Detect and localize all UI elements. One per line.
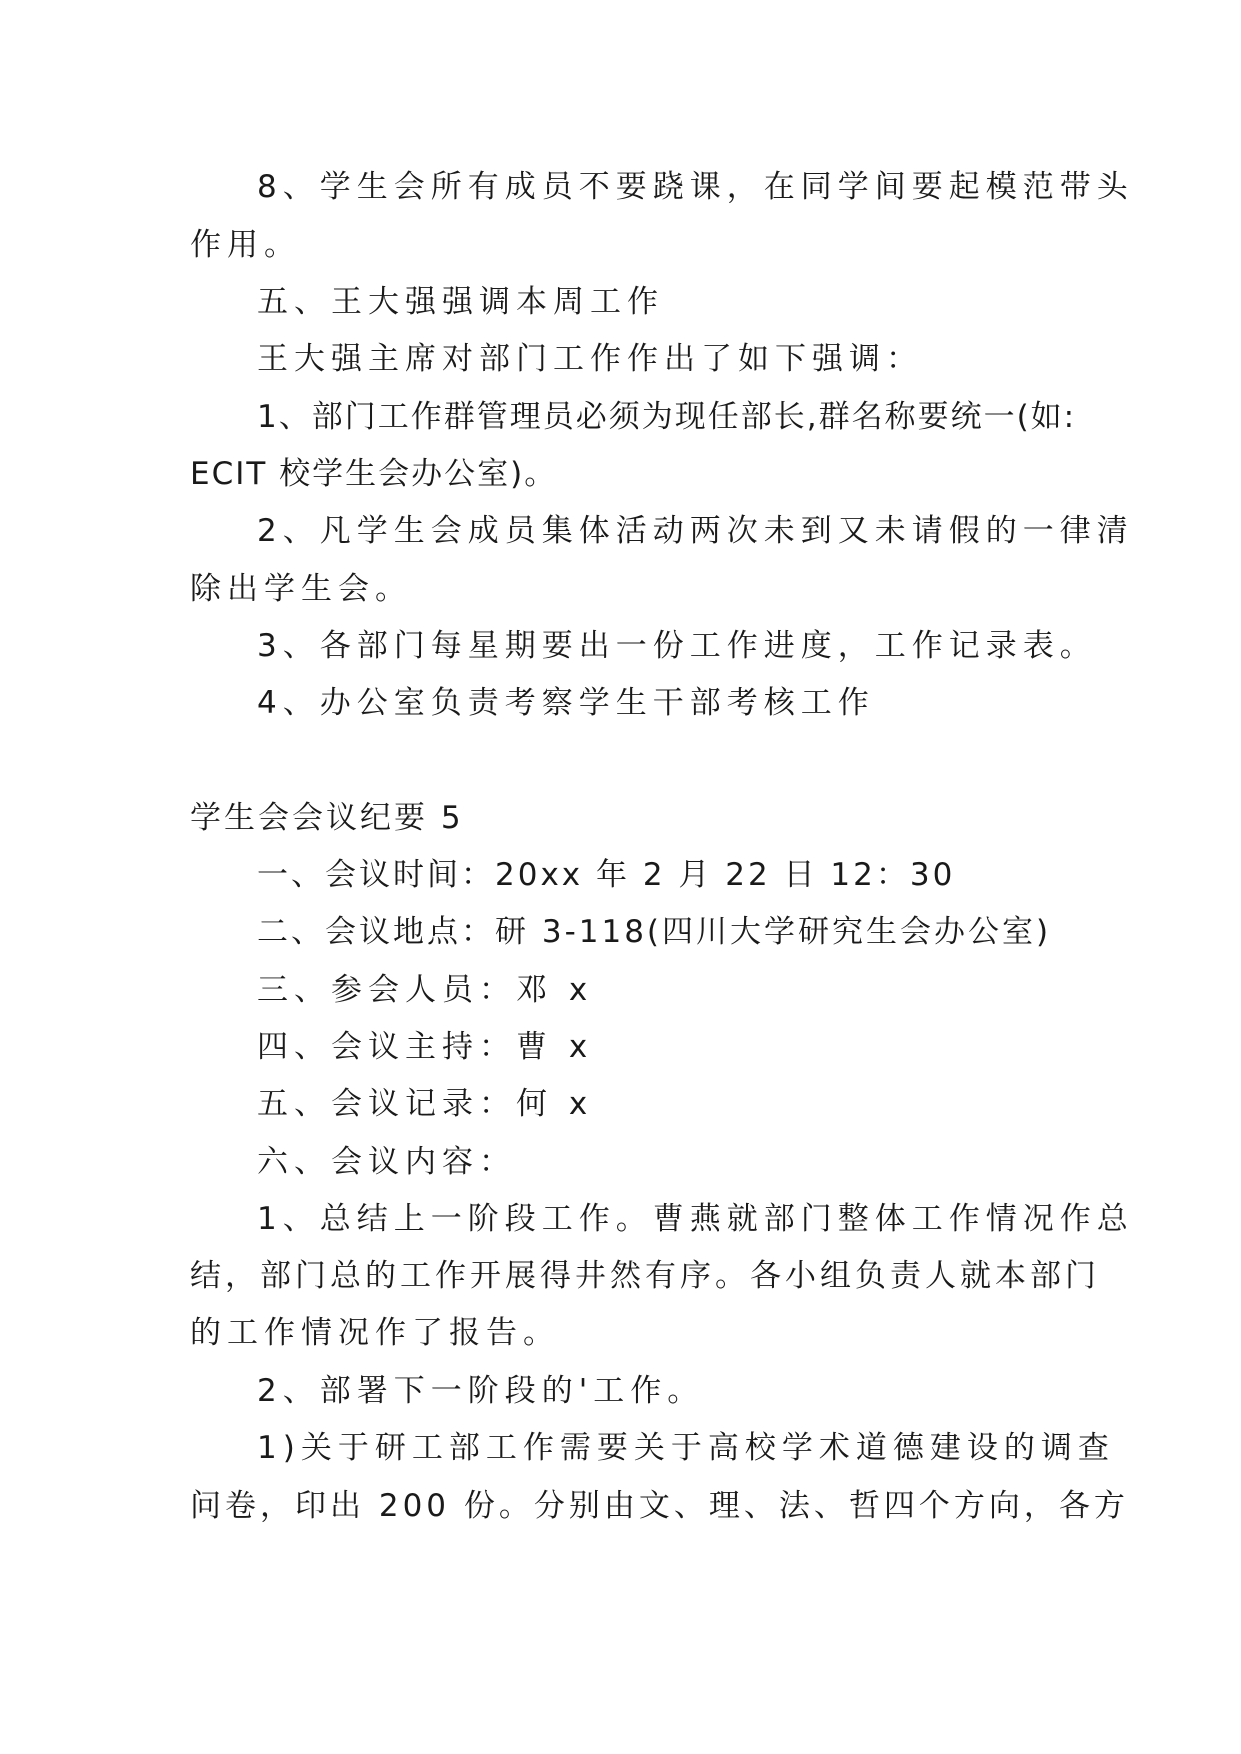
subheading: 五、王大强强调本周工作 bbox=[257, 284, 664, 320]
paragraph-line: 2、部署下一阶段的'工作。 bbox=[257, 1373, 705, 1409]
paragraph-line: 2、凡学生会成员集体活动两次未到又未请假的一律清 bbox=[257, 513, 1134, 549]
meeting-item: 六、会议内容： bbox=[257, 1144, 516, 1180]
paragraph-line: 4、办公室负责考察学生干部考核工作 bbox=[257, 685, 875, 721]
meeting-item: 五、会议记录：何 x bbox=[257, 1086, 594, 1122]
section-title: 学生会会议纪要 5 bbox=[190, 800, 464, 836]
paragraph-line: 作用。 bbox=[190, 227, 301, 263]
meeting-item: 一、会议时间：20xx 年 2 月 22 日 12：30 bbox=[257, 857, 956, 893]
paragraph-line: 3、各部门每星期要出一份工作进度，工作记录表。 bbox=[257, 628, 1097, 664]
paragraph-line: 1、总结上一阶段工作。曹燕就部门整体工作情况作总 bbox=[257, 1201, 1134, 1237]
paragraph-line: 1、部门工作群管理员必须为现任部长,群名称要统一(如: bbox=[257, 399, 1077, 435]
meeting-item: 二、会议地点：研 3-118(四川大学研究生会办公室) bbox=[257, 914, 1052, 950]
paragraph-line: 王大强主席对部门工作作出了如下强调： bbox=[257, 341, 923, 377]
paragraph-line: 8、学生会所有成员不要跷课，在同学间要起模范带头 bbox=[257, 169, 1134, 205]
paragraph-line: 除出学生会。 bbox=[190, 571, 412, 607]
paragraph-line: 的工作情况作了报告。 bbox=[190, 1315, 560, 1351]
paragraph-line: 结，部门总的工作开展得井然有序。各小组负责人就本部门 bbox=[190, 1258, 1100, 1294]
meeting-item: 三、参会人员：邓 x bbox=[257, 972, 594, 1008]
meeting-item: 四、会议主持：曹 x bbox=[257, 1029, 594, 1065]
paragraph-line: ECIT 校学生会办公室)。 bbox=[190, 456, 558, 492]
paragraph-line: 1)关于研工部工作需要关于高校学术道德建设的调查 bbox=[257, 1430, 1115, 1466]
paragraph-line: 问卷，印出 200 份。分别由文、理、法、哲四个方向，各方 bbox=[190, 1488, 1129, 1524]
